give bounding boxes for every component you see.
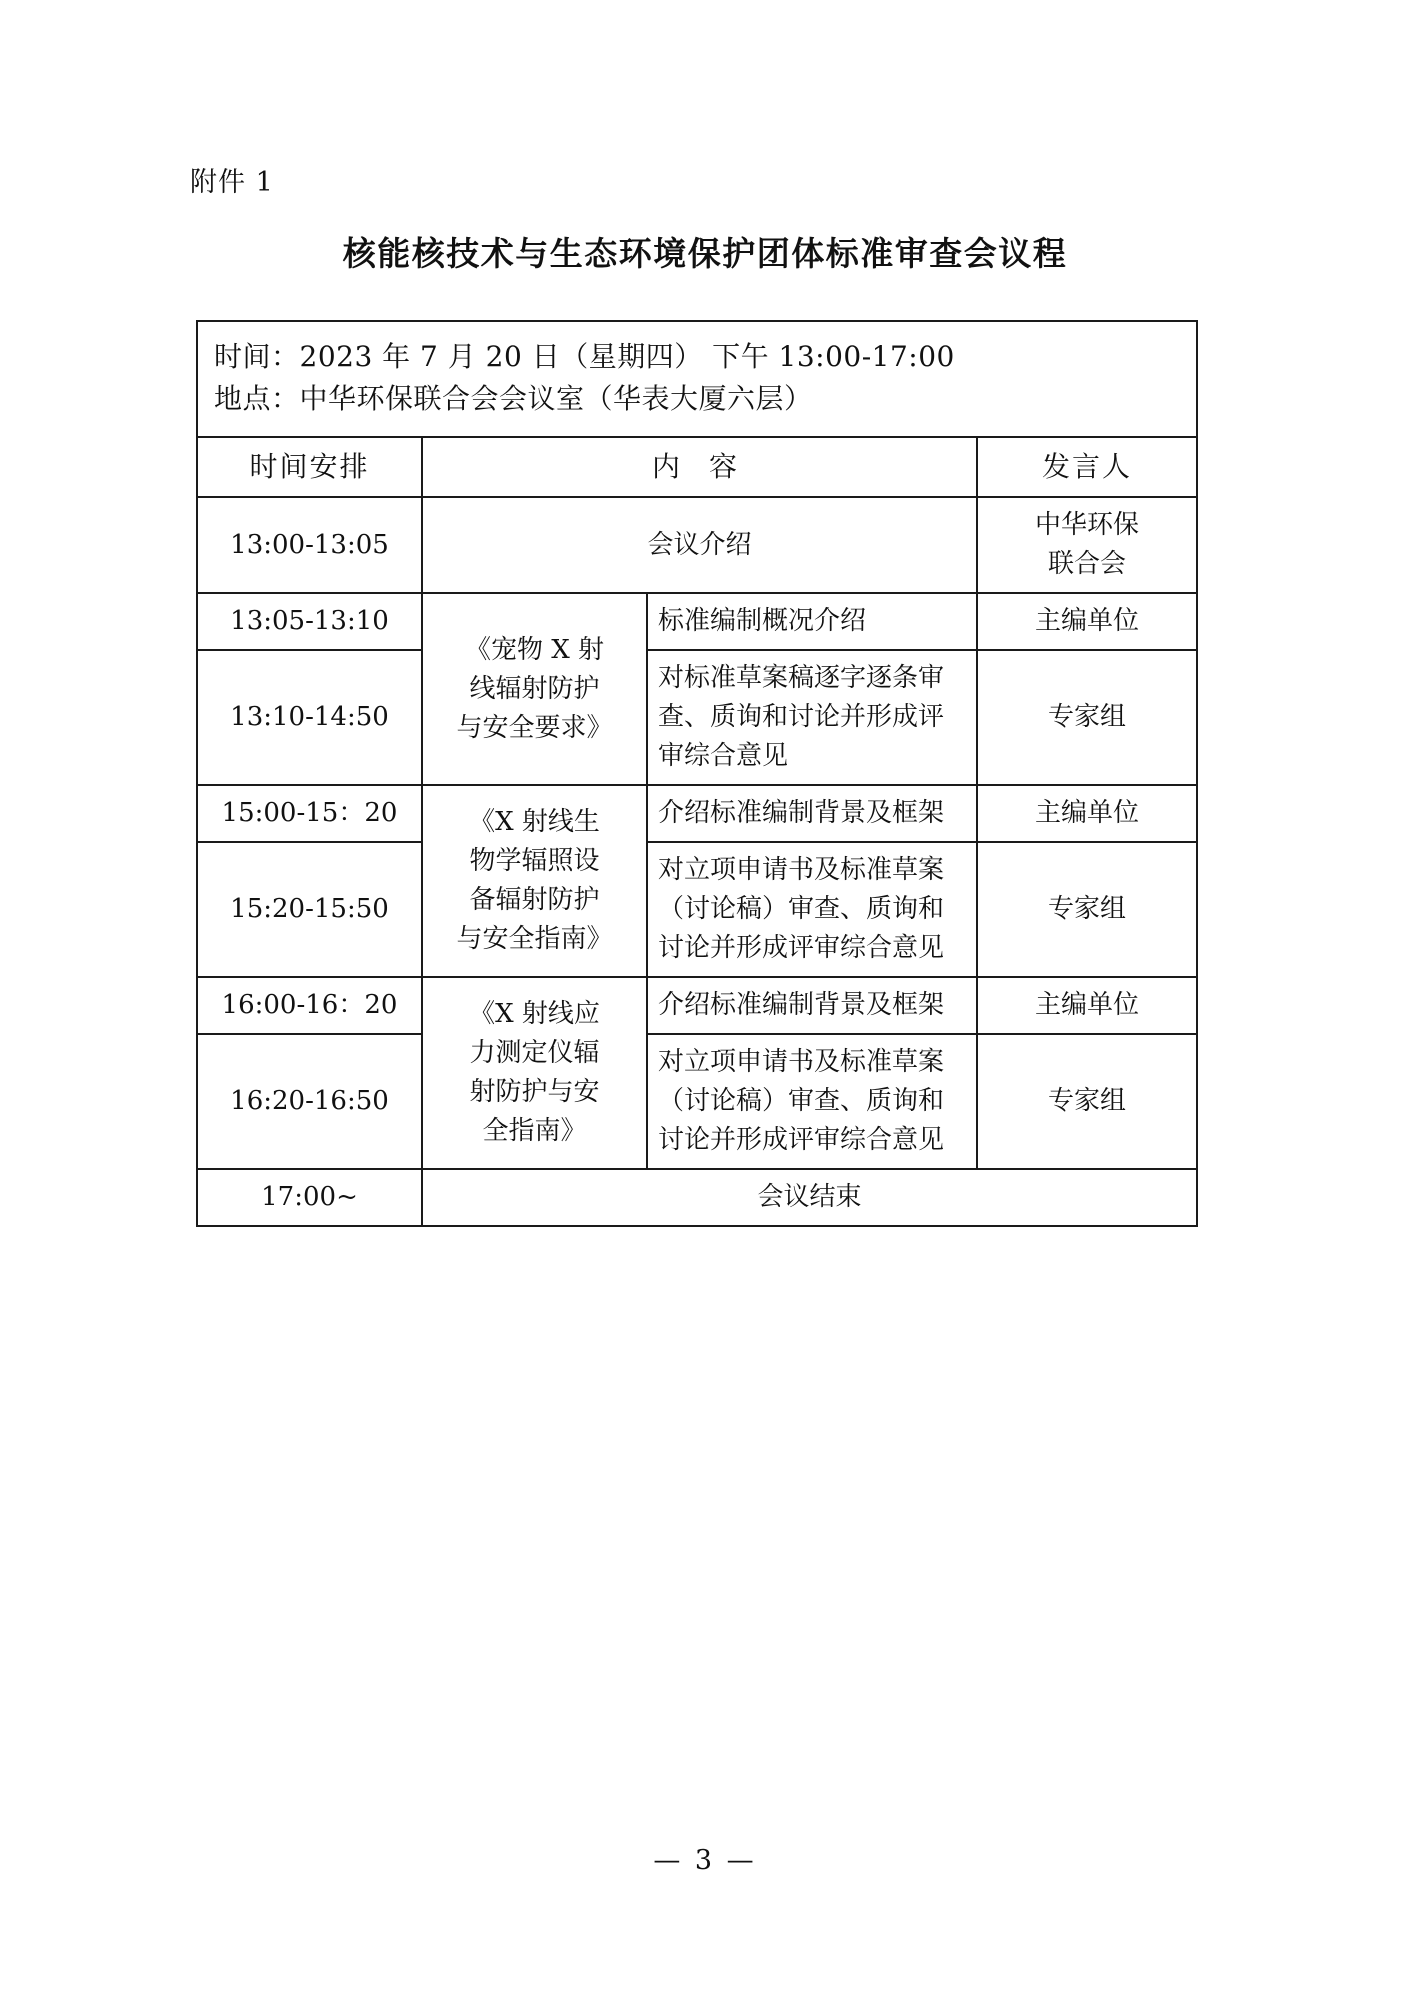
meeting-time-line: 时间：2023 年 7 月 20 日（星期四） 下午 13:00-17:00: [214, 340, 955, 373]
table-row: [197, 650, 1197, 785]
row-time: 13:10-14:50: [197, 650, 422, 785]
header-speaker: 发言人: [977, 437, 1197, 497]
row-content: 标准编制概况介绍: [647, 593, 977, 650]
row-content: 对标准草案稿逐字逐条审查、质询和讨论并形成评审综合意见: [647, 650, 977, 785]
row-speaker: 中华环保 联合会: [977, 497, 1197, 593]
row-speaker: 主编单位: [977, 785, 1197, 842]
row-standard-name: 《X 射线生 物学辐照设 备辐射防护 与安全指南》: [422, 785, 647, 977]
table-row: [197, 977, 1197, 1034]
table-row: [197, 593, 1197, 650]
agenda-table: [196, 320, 1198, 1227]
meeting-place-line: 地点：中华环保联合会会议室（华表大厦六层）: [214, 382, 813, 415]
row-content: 介绍标准编制背景及框架: [647, 977, 977, 1034]
row-speaker: 专家组: [977, 650, 1197, 785]
table-row-meta: [197, 321, 1197, 437]
row-time: 15:00-15：20: [197, 785, 422, 842]
row-standard-name: 《X 射线应 力测定仪辐 射防护与安 全指南》: [422, 977, 647, 1169]
row-speaker: 主编单位: [977, 977, 1197, 1034]
row-speaker: 主编单位: [977, 593, 1197, 650]
row-speaker: 专家组: [977, 1034, 1197, 1169]
row-time: 16:00-16：20: [197, 977, 422, 1034]
header-content: 内 容: [422, 437, 977, 497]
header-time: 时间安排: [197, 437, 422, 497]
table-row: [197, 1034, 1197, 1169]
row-time: 15:20-15:50: [197, 842, 422, 977]
row-content: 对立项申请书及标准草案（讨论稿）审查、质询和讨论并形成评审综合意见: [647, 842, 977, 977]
row-content: 介绍标准编制背景及框架: [647, 785, 977, 842]
page-footer: — 3 —: [653, 1845, 757, 1876]
table-row: [197, 497, 1197, 593]
row-content: 对立项申请书及标准草案（讨论稿）审查、质询和讨论并形成评审综合意见: [647, 1034, 977, 1169]
row-time: 13:00-13:05: [197, 497, 422, 593]
table-row: [197, 785, 1197, 842]
page-title: 核能核技术与生态环境保护团体标准审查会议程: [342, 234, 1068, 273]
row-time: 17:00~: [197, 1169, 422, 1226]
table-header-row: [197, 437, 1197, 497]
row-time: 13:05-13:10: [197, 593, 422, 650]
attachment-label: 附件 1: [190, 167, 274, 198]
table-row: [197, 1169, 1197, 1226]
row-content: 会议介绍: [422, 497, 977, 593]
row-time: 16:20-16:50: [197, 1034, 422, 1169]
row-standard-name: 《宠物 X 射 线辐射防护 与安全要求》: [422, 593, 647, 785]
row-speaker: 专家组: [977, 842, 1197, 977]
meeting-meta-cell: [197, 321, 1197, 437]
table-row: [197, 842, 1197, 977]
row-content: 会议结束: [422, 1169, 1197, 1226]
